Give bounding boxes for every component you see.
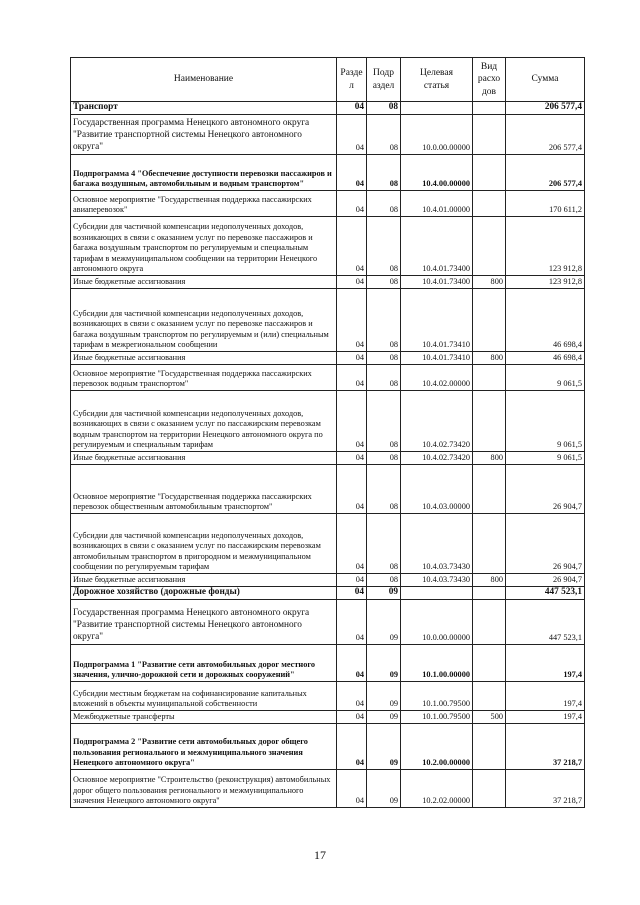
row-sum: 197,4: [506, 711, 585, 724]
row-name: Дорожное хозяйство (дорожные фонды): [71, 587, 337, 600]
row-sum: 123 912,8: [506, 217, 585, 276]
row-sum: 37 218,7: [506, 724, 585, 770]
row-razdel: 04: [337, 276, 367, 289]
budget-table: [70, 57, 585, 808]
row-name: Основное мероприятие "Строительство (реконструкция) автомобильных дорог общего пользования регионального и межмуниципального значения Ненецкого автономного округа": [71, 770, 337, 808]
table-row: [71, 587, 585, 600]
row-target: 10.4.02.73420: [401, 452, 473, 465]
row-sum: 26 904,7: [506, 574, 585, 587]
table-row: [71, 645, 585, 682]
row-razdel: 04: [337, 645, 367, 682]
table-header-row: [71, 58, 585, 102]
table-row: [71, 770, 585, 808]
row-podrazdel: 09: [367, 682, 401, 711]
row-podrazdel: 09: [367, 587, 401, 600]
row-podrazdel: 08: [367, 289, 401, 352]
row-razdel: 04: [337, 155, 367, 191]
row-vid: [473, 465, 506, 514]
row-podrazdel: 08: [367, 191, 401, 217]
row-razdel: 04: [337, 217, 367, 276]
row-podrazdel: 08: [367, 465, 401, 514]
row-razdel: 04: [337, 574, 367, 587]
row-sum: 197,4: [506, 645, 585, 682]
row-vid: [473, 289, 506, 352]
row-target: 10.1.00.00000: [401, 645, 473, 682]
row-podrazdel: 09: [367, 645, 401, 682]
row-name: Государственная программа Ненецкого автономного округа "Развитие транспортной системы Ненецкого автономного округа": [71, 115, 337, 155]
row-razdel: 04: [337, 352, 367, 365]
row-razdel: 04: [337, 115, 367, 155]
row-podrazdel: 08: [367, 115, 401, 155]
row-vid: [473, 155, 506, 191]
table-row: [71, 682, 585, 711]
row-razdel: 04: [337, 465, 367, 514]
row-podrazdel: 08: [367, 217, 401, 276]
row-sum: 447 523,1: [506, 587, 585, 600]
row-vid: [473, 514, 506, 574]
row-razdel: 04: [337, 102, 367, 115]
row-target: 10.4.00.00000: [401, 155, 473, 191]
row-name: Субсидии для частичной компенсации недополученных доходов, возникающих в связи с оказанием услуг по перевозке пассажиров и багажа воздушным транспортом по регулируемым и специальным тарифам в межмуниципальном сообщении на территории Ненецкого автономного округа: [71, 217, 337, 276]
row-sum: 170 611,2: [506, 191, 585, 217]
table-row: [71, 155, 585, 191]
row-vid: [473, 600, 506, 645]
row-name: Основное мероприятие "Государственная поддержка пассажирских перевозок общественным автомобильным транспортом": [71, 465, 337, 514]
row-name: Иные бюджетные ассигнования: [71, 452, 337, 465]
row-vid: [473, 682, 506, 711]
row-target: 10.2.00.00000: [401, 724, 473, 770]
row-name: Субсидии местным бюджетам на софинансирование капитальных вложений в объекты муниципальной собственности: [71, 682, 337, 711]
row-name: Государственная программа Ненецкого автономного округа "Развитие транспортной системы Ненецкого автономного округа": [71, 600, 337, 645]
row-target: 10.4.02.00000: [401, 365, 473, 391]
row-target: 10.4.01.00000: [401, 191, 473, 217]
row-name: Субсидии для частичной компенсации недополученных доходов, возникающих в связи с оказанием услуг по перевозке пассажиров и багажа воздушным транспортом по регулируемым и (или) специальным тарифам в межрегиональном сообщении: [71, 289, 337, 352]
row-vid: [473, 191, 506, 217]
row-target: 10.4.03.73430: [401, 514, 473, 574]
row-podrazdel: 09: [367, 600, 401, 645]
row-sum: 206 577,4: [506, 155, 585, 191]
row-target: 10.0.00.00000: [401, 115, 473, 155]
row-razdel: 04: [337, 391, 367, 452]
header-vid: Вид расхо дов: [473, 58, 506, 102]
table-row: [71, 217, 585, 276]
row-target: [401, 102, 473, 115]
page-number: 17: [314, 848, 326, 862]
header-target: Целевая статья: [401, 58, 473, 102]
header-sum: Сумма: [506, 58, 585, 102]
row-sum: 9 061,5: [506, 452, 585, 465]
row-razdel: 04: [337, 770, 367, 808]
row-vid: 800: [473, 276, 506, 289]
row-target: 10.4.02.73420: [401, 391, 473, 452]
row-sum: 123 912,8: [506, 276, 585, 289]
row-target: 10.1.00.79500: [401, 682, 473, 711]
row-razdel: 04: [337, 711, 367, 724]
table-row: [71, 365, 585, 391]
row-target: 10.0.00.00000: [401, 600, 473, 645]
table-row: [71, 276, 585, 289]
row-sum: 9 061,5: [506, 365, 585, 391]
row-sum: 26 904,7: [506, 514, 585, 574]
row-vid: [473, 587, 506, 600]
row-podrazdel: 08: [367, 352, 401, 365]
table-row: [71, 600, 585, 645]
row-vid: [473, 770, 506, 808]
row-sum: 9 061,5: [506, 391, 585, 452]
row-vid: 500: [473, 711, 506, 724]
row-razdel: 04: [337, 587, 367, 600]
table-row: [71, 465, 585, 514]
row-name: Транспорт: [71, 102, 337, 115]
row-vid: 800: [473, 452, 506, 465]
row-podrazdel: 08: [367, 155, 401, 191]
row-podrazdel: 09: [367, 770, 401, 808]
row-vid: [473, 102, 506, 115]
row-name: Основное мероприятие "Государственная поддержка пассажирских авиаперевозок": [71, 191, 337, 217]
header-razdel: Разде л: [337, 58, 367, 102]
row-razdel: 04: [337, 191, 367, 217]
row-sum: 197,4: [506, 682, 585, 711]
row-razdel: 04: [337, 682, 367, 711]
table-row: [71, 289, 585, 352]
row-name: Иные бюджетные ассигнования: [71, 574, 337, 587]
row-vid: 800: [473, 574, 506, 587]
table-row: [71, 452, 585, 465]
row-name: Иные бюджетные ассигнования: [71, 352, 337, 365]
row-podrazdel: 09: [367, 711, 401, 724]
row-podrazdel: 08: [367, 365, 401, 391]
row-target: 10.4.01.73410: [401, 352, 473, 365]
table-row: [71, 514, 585, 574]
row-razdel: 04: [337, 289, 367, 352]
table-row: [71, 574, 585, 587]
row-vid: [473, 217, 506, 276]
table-row: [71, 352, 585, 365]
row-target: [401, 587, 473, 600]
row-target: 10.4.01.73400: [401, 217, 473, 276]
row-name: Подпрограмма 4 "Обеспечение доступности перевозки пассажиров и багажа воздушным, автомобильным и водным транспортом": [71, 155, 337, 191]
row-podrazdel: 09: [367, 724, 401, 770]
row-name: Иные бюджетные ассигнования: [71, 276, 337, 289]
table-row: [71, 102, 585, 115]
row-vid: [473, 645, 506, 682]
table-row: [71, 724, 585, 770]
row-podrazdel: 08: [367, 102, 401, 115]
row-vid: 800: [473, 352, 506, 365]
row-razdel: 04: [337, 514, 367, 574]
row-name: Межбюджетные трансферты: [71, 711, 337, 724]
header-name: Наименование: [71, 58, 337, 102]
row-target: 10.4.01.73410: [401, 289, 473, 352]
row-target: 10.4.01.73400: [401, 276, 473, 289]
table-row: [71, 391, 585, 452]
row-vid: [473, 115, 506, 155]
row-vid: [473, 724, 506, 770]
table-row: [71, 711, 585, 724]
row-name: Подпрограмма 1 "Развитие сети автомобильных дорог местного значения, улично-дорожной сети и дорожных сооружений": [71, 645, 337, 682]
row-target: 10.4.03.00000: [401, 465, 473, 514]
row-sum: 46 698,4: [506, 352, 585, 365]
row-vid: [473, 365, 506, 391]
row-razdel: 04: [337, 600, 367, 645]
row-target: 10.1.00.79500: [401, 711, 473, 724]
row-target: 10.4.03.73430: [401, 574, 473, 587]
row-sum: 206 577,4: [506, 115, 585, 155]
row-podrazdel: 08: [367, 514, 401, 574]
row-name: Подпрограмма 2 "Развитие сети автомобильных дорог общего пользования регионального и межмуниципального значения Ненецкого автономного округа": [71, 724, 337, 770]
row-razdel: 04: [337, 452, 367, 465]
row-name: Основное мероприятие "Государственная поддержка пассажирских перевозок водным транспортом": [71, 365, 337, 391]
header-podrazdel: Подр аздел: [367, 58, 401, 102]
row-vid: [473, 391, 506, 452]
row-target: 10.2.02.00000: [401, 770, 473, 808]
row-sum: 26 904,7: [506, 465, 585, 514]
table-row: [71, 115, 585, 155]
row-razdel: 04: [337, 724, 367, 770]
row-razdel: 04: [337, 365, 367, 391]
row-name: Субсидии для частичной компенсации недополученных доходов, возникающих в связи с оказанием услуг по пассажирским перевозкам автомобильным транспортом в пригородном и межмуниципальном сообщении по регулируемым тарифам: [71, 514, 337, 574]
row-sum: 37 218,7: [506, 770, 585, 808]
row-name: Субсидии для частичной компенсации недополученных доходов, возникающих в связи с оказанием услуг по пассажирским перевозкам водным транспортом на территории Ненецкого автономного округа по регулируемым и специальным тарифам: [71, 391, 337, 452]
row-podrazdel: 08: [367, 452, 401, 465]
table-row: [71, 191, 585, 217]
row-sum: 46 698,4: [506, 289, 585, 352]
row-sum: 447 523,1: [506, 600, 585, 645]
row-podrazdel: 08: [367, 391, 401, 452]
row-podrazdel: 08: [367, 276, 401, 289]
row-sum: 206 577,4: [506, 102, 585, 115]
row-podrazdel: 08: [367, 574, 401, 587]
